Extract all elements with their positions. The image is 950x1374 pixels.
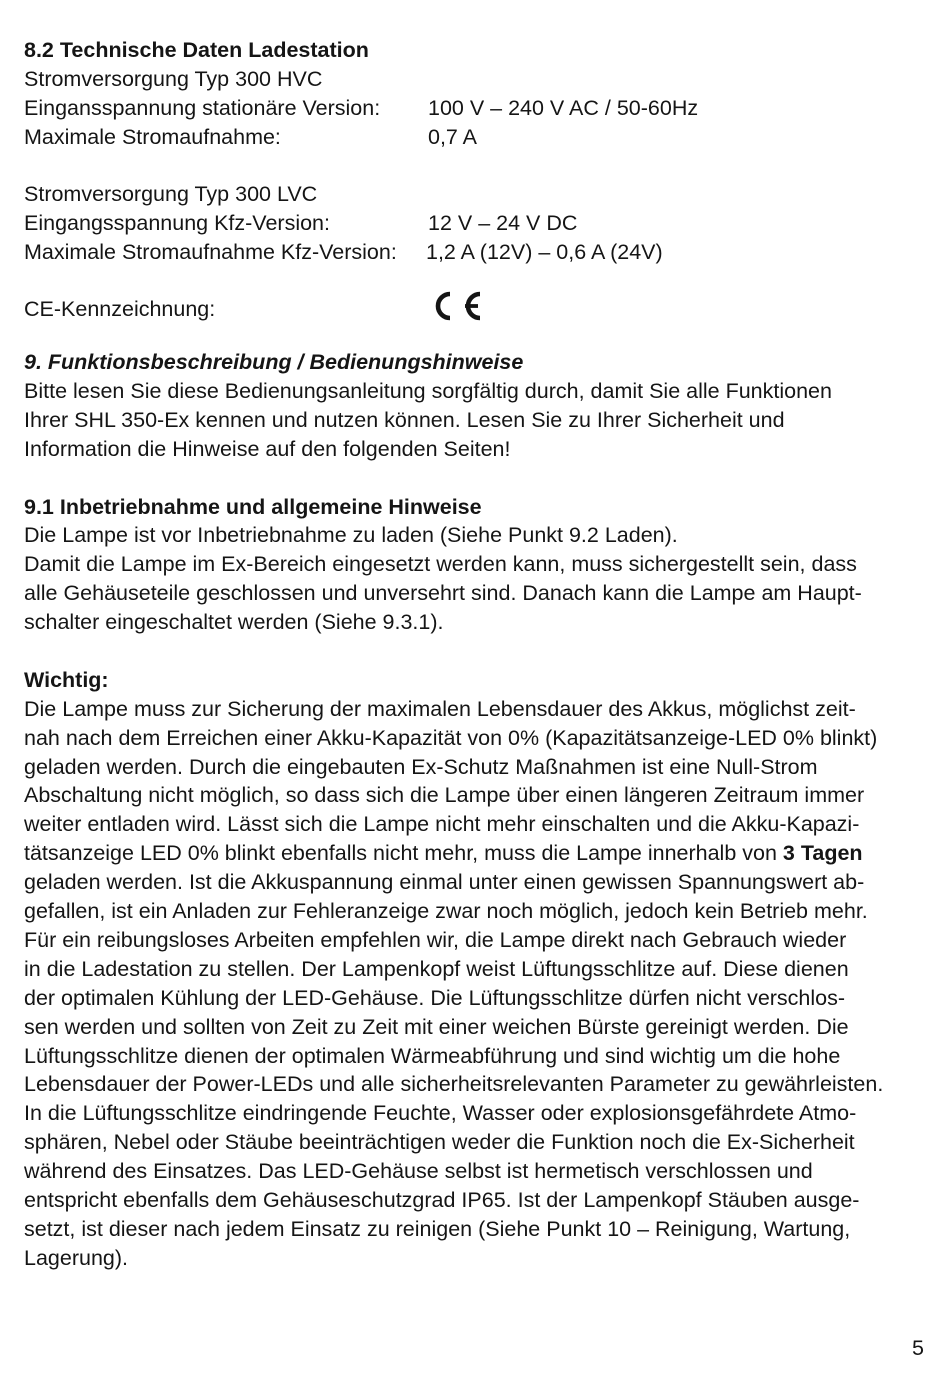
spec-row — [24, 209, 924, 238]
paragraph-line: geladen werden. Durch die eingebauten Ex-Schutz Maßnahmen ist eine Null-Strom — [24, 754, 818, 779]
document-page — [24, 36, 924, 1273]
paragraph-line: Für ein reibungsloses Arbeiten empfehlen wir, die Lampe direkt nach Gebrauch wieder — [24, 927, 847, 952]
paragraph-line: sen werden und sollten von Zeit zu Zeit mit einer weichen Bürste gereinigt werden. Die — [24, 1014, 849, 1039]
paragraph-line: Lebensdauer der Power-LEDs und alle sicherheitsrelevanten Parameter zu gewährleisten. — [24, 1072, 884, 1097]
paragraph-line: Information die Hinweise auf den folgenden Seiten! — [24, 436, 511, 461]
section-8-2-heading: 8.2 Technische Daten Ladestation — [24, 38, 369, 62]
spec-row — [24, 94, 924, 123]
spec-label: Eingansspannung stationäre Version: — [24, 95, 381, 120]
paragraph-line: Bitte lesen Sie diese Bedienungsanleitung sorgfältig durch, damit Sie alle Funktionen — [24, 379, 832, 404]
paragraph-line: alle Gehäuseteile geschlossen und unversehrt sind. Danach kann die Lampe am Haupt- — [24, 581, 862, 606]
hvc-title: Stromversorgung Typ 300 HVC — [24, 66, 323, 91]
spec-label: Maximale Stromaufnahme Kfz-Version: — [24, 240, 397, 265]
paragraph-text: tätsanzeige LED 0% blinkt ebenfalls nicht mehr, muss die Lampe innerhalb von — [24, 841, 783, 866]
spec-value: 12 V – 24 V DC — [428, 211, 578, 236]
paragraph-line: Lagerung). — [24, 1245, 128, 1270]
spec-value: 1,2 A (12V) – 0,6 A (24V) — [426, 240, 663, 265]
paragraph-line — [24, 839, 924, 868]
paragraph-line: in die Ladestation zu stellen. Der Lampenkopf weist Lüftungsschlitze auf. Diese dienen — [24, 956, 849, 981]
paragraph-line: gefallen, ist ein Anladen zur Fehleranzeige zwar noch möglich, jedoch kein Betrieb mehr. — [24, 899, 868, 924]
emphasis-text: 3 Tagen — [782, 841, 863, 866]
wichtig-heading: Wichtig: — [24, 667, 109, 692]
spec-row — [24, 238, 924, 267]
paragraph-line: weiter entladen wird. Lässt sich die Lampe nicht mehr einschalten und die Akku-Kapazi- — [24, 812, 860, 837]
paragraph-line: sphären, Nebel oder Stäube beeinträchtigen weder die Funktion noch die Ex-Sicherheit — [24, 1130, 855, 1155]
paragraph-line: setzt, ist dieser nach jedem Einsatz zu reinigen (Siehe Punkt 10 – Reinigung, Wartung, — [24, 1216, 851, 1241]
page-number: 5 — [912, 1336, 924, 1360]
spec-label: Eingangsspannung Kfz-Version: — [24, 211, 330, 236]
paragraph-line: der optimalen Kühlung der LED-Gehäuse. Die Lüftungsschlitze dürfen nicht verschlos- — [24, 985, 846, 1010]
spec-row — [24, 123, 924, 152]
paragraph-line: Abschaltung nicht möglich, so dass sich die Lampe über einen längeren Zeitraum immer — [24, 783, 865, 808]
paragraph-line: nah nach dem Erreichen einer Akku-Kapazität von 0% (Kapazitätsanzeige-LED 0% blinkt) — [24, 725, 878, 750]
lvc-title: Stromversorgung Typ 300 LVC — [24, 182, 318, 207]
ce-label: CE-Kennzeichnung: — [24, 297, 216, 322]
paragraph-line: schalter eingeschaltet werden (Siehe 9.3.1). — [24, 610, 444, 635]
spec-value: 100 V – 240 V AC / 50-60Hz — [428, 95, 699, 120]
ce-row — [24, 289, 924, 326]
section-9-1-heading: 9.1 Inbetriebnahme und allgemeine Hinweise — [24, 494, 482, 519]
paragraph-line: Damit die Lampe im Ex-Bereich eingesetzt werden kann, muss sichergestellt sein, dass — [24, 552, 857, 577]
paragraph-line: Lüftungsschlitze dienen der optimalen Wärmeabführung und sind wichtig um die hohe — [24, 1043, 841, 1068]
ce-mark-icon — [428, 289, 484, 323]
paragraph-line: entspricht ebenfalls dem Gehäuseschutzgrad IP65. Ist der Lampenkopf Stäuben ausge- — [24, 1187, 860, 1212]
paragraph-line: Die Lampe muss zur Sicherung der maximalen Lebensdauer des Akkus, möglichst zeit- — [24, 696, 856, 721]
section-9-heading: 9. Funktionsbeschreibung / Bedienungshinweise — [24, 350, 524, 375]
spec-value: 0,7 A — [428, 124, 478, 149]
spec-label: Maximale Stromaufnahme: — [24, 124, 281, 149]
paragraph-line: während des Einsatzes. Das LED-Gehäuse selbst ist hermetisch verschlossen und — [24, 1159, 813, 1184]
paragraph-line: Ihrer SHL 350-Ex kennen und nutzen können. Lesen Sie zu Ihrer Sicherheit und — [24, 407, 785, 432]
paragraph-line: geladen werden. Ist die Akkuspannung einmal unter einen gewissen Spannungswert ab- — [24, 870, 865, 895]
paragraph-line: In die Lüftungsschlitze eindringende Feuchte, Wasser oder explosionsgefährdete Atmo- — [24, 1101, 857, 1126]
paragraph-line: Die Lampe ist vor Inbetriebnahme zu laden (Siehe Punkt 9.2 Laden). — [24, 523, 678, 548]
